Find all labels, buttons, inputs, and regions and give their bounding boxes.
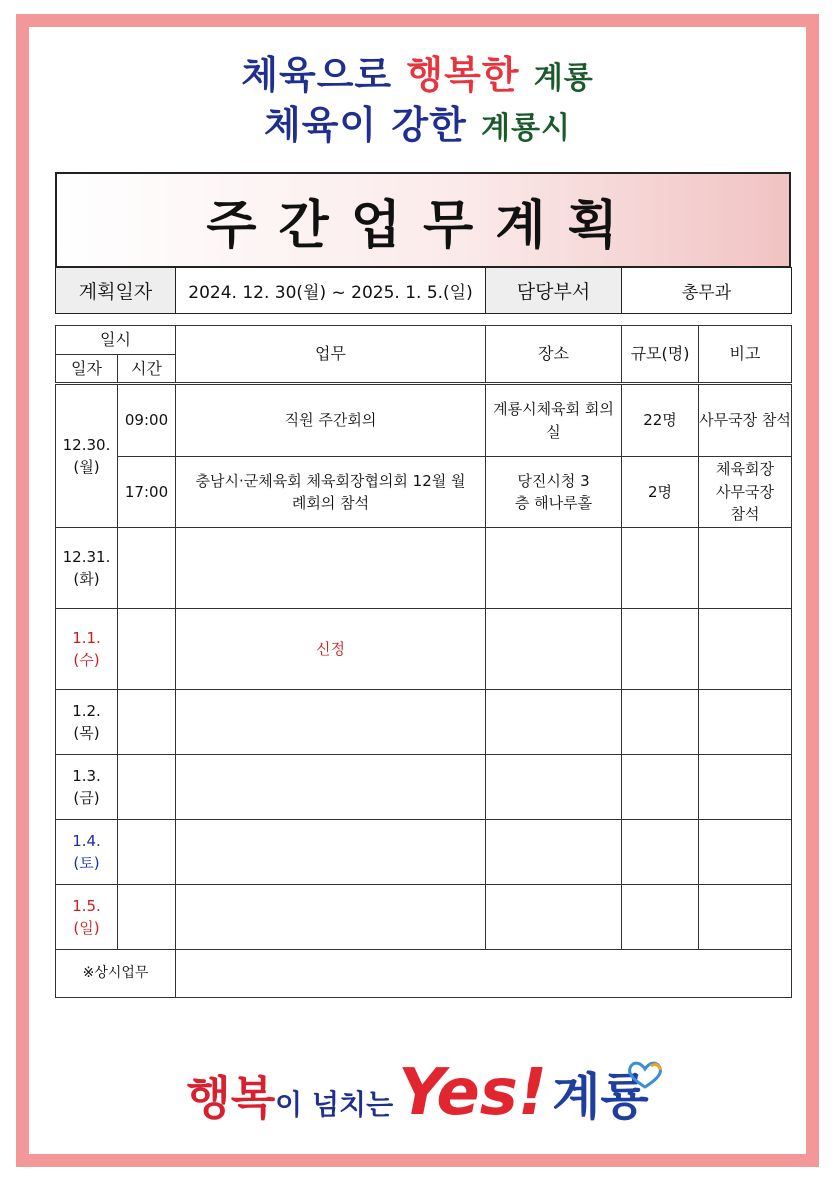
day-cell-6 xyxy=(56,885,118,950)
footer-logo xyxy=(0,1056,835,1130)
event-time: 17:00 xyxy=(118,457,176,528)
empty-time xyxy=(118,528,176,609)
event-scale: 22명 xyxy=(622,384,699,457)
day-weekday: (금) xyxy=(73,789,100,807)
footer-part-2: 이 넘치는 xyxy=(275,1088,394,1121)
info-table xyxy=(55,267,792,314)
day-note xyxy=(176,755,486,820)
empty-scale xyxy=(622,820,699,885)
empty-remarks xyxy=(699,609,792,690)
footer-part-1: 행복 xyxy=(186,1071,276,1125)
event-remarks: 체육회장 사무국장 참석 xyxy=(699,457,792,528)
empty-place xyxy=(486,609,622,690)
day-note xyxy=(176,885,486,950)
document-title: 주간업무계획 xyxy=(206,195,640,256)
empty-scale xyxy=(622,885,699,950)
slogan-2-part-3: 계룡시 xyxy=(481,111,571,146)
day-date: 1.2. xyxy=(72,701,101,720)
heart-icon xyxy=(625,1060,665,1090)
regular-work-content xyxy=(176,950,792,998)
empty-scale xyxy=(622,528,699,609)
slogan-line-2 xyxy=(0,94,835,149)
header-place: 장소 xyxy=(486,326,622,384)
holiday-note: 신정 xyxy=(176,609,486,690)
slogan-2-part-2: 강한 xyxy=(391,103,467,147)
plan-date-value: 2024. 12. 30(월) ~ 2025. 1. 5.(일) xyxy=(176,268,486,314)
event-place: 당진시청 3층 해나루홀 xyxy=(486,457,622,528)
dept-value: 총무과 xyxy=(622,268,792,314)
day-weekday: (일) xyxy=(73,919,100,937)
empty-time xyxy=(118,690,176,755)
empty-place xyxy=(486,885,622,950)
header-datetime: 일시 xyxy=(56,326,176,355)
day-note xyxy=(176,528,486,609)
empty-place xyxy=(486,528,622,609)
day-weekday: (목) xyxy=(73,724,100,742)
day-weekday: (월) xyxy=(73,458,100,476)
event-task: 직원 주간회의 xyxy=(176,384,486,457)
empty-time xyxy=(118,885,176,950)
empty-place xyxy=(486,820,622,885)
day-cell-4 xyxy=(56,755,118,820)
day-date: 12.31. xyxy=(62,547,111,566)
empty-remarks xyxy=(699,755,792,820)
day-weekday: (수) xyxy=(73,651,100,669)
empty-remarks xyxy=(699,885,792,950)
empty-time xyxy=(118,755,176,820)
slogan-line-1 xyxy=(0,44,835,99)
title-box xyxy=(55,172,791,268)
header-scale: 규모(명) xyxy=(622,326,699,384)
header-remarks: 비고 xyxy=(699,326,792,384)
slogan-2-part-1: 체육이 xyxy=(264,103,378,147)
dept-label: 담당부서 xyxy=(486,268,622,314)
footer-part-4: 계룡 xyxy=(552,1068,649,1126)
empty-scale xyxy=(622,609,699,690)
day-weekday: (토) xyxy=(73,854,100,872)
header-task: 업무 xyxy=(176,326,486,384)
event-scale: 2명 xyxy=(622,457,699,528)
slogan-1-part-2: 행복한 xyxy=(406,53,520,97)
empty-remarks xyxy=(699,528,792,609)
empty-place xyxy=(486,690,622,755)
day-date: 1.5. xyxy=(72,896,101,915)
day-date: 1.3. xyxy=(72,766,101,785)
event-remarks: 사무국장 참석 xyxy=(699,384,792,457)
header-time: 시간 xyxy=(118,355,176,384)
empty-time xyxy=(118,609,176,690)
day-cell-1 xyxy=(56,528,118,609)
day-weekday: (화) xyxy=(73,570,100,588)
day-cell-0 xyxy=(56,384,118,528)
event-time: 09:00 xyxy=(118,384,176,457)
empty-scale xyxy=(622,755,699,820)
slogan-1-part-3: 계룡 xyxy=(533,61,594,96)
header-date: 일자 xyxy=(56,355,118,384)
day-date: 1.4. xyxy=(72,831,101,850)
footer-part-3: Yes! xyxy=(398,1056,547,1130)
event-task: 충남시·군체육회 체육회장협의회 12월 월례회의 참석 xyxy=(176,457,486,528)
empty-time xyxy=(118,820,176,885)
empty-place xyxy=(486,755,622,820)
plan-date-label: 계획일자 xyxy=(56,268,176,314)
day-cell-2 xyxy=(56,609,118,690)
schedule-table xyxy=(55,325,792,998)
day-date: 1.1. xyxy=(72,628,101,647)
day-cell-5 xyxy=(56,820,118,885)
empty-scale xyxy=(622,690,699,755)
event-place: 계룡시체육회 회의실 xyxy=(486,384,622,457)
slogan-1-part-1: 체육으로 xyxy=(241,53,393,97)
day-cell-3 xyxy=(56,690,118,755)
day-note xyxy=(176,820,486,885)
empty-remarks xyxy=(699,690,792,755)
empty-remarks xyxy=(699,820,792,885)
day-date: 12.30. xyxy=(62,435,111,454)
day-note xyxy=(176,690,486,755)
regular-work-label: ※상시업무 xyxy=(56,950,176,998)
